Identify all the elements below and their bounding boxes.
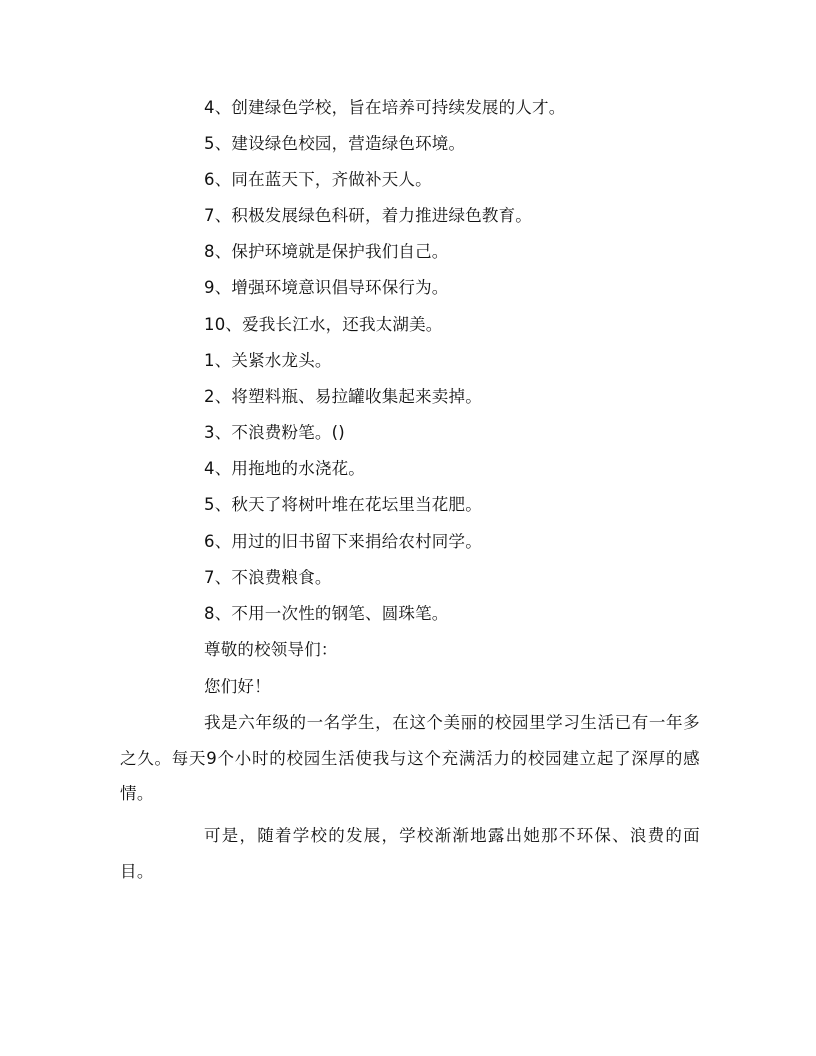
text-line: 3、不浪费粉笔。() xyxy=(204,423,345,442)
text-line: 4、用拖地的水浇花。 xyxy=(204,459,365,478)
text-line: 7、不浪费粮食。 xyxy=(204,568,332,587)
text-line: 10、爱我长江水，还我太湖美。 xyxy=(204,315,443,334)
text-line: 5、秋天了将树叶堆在花坛里当花肥。 xyxy=(204,495,482,514)
body-paragraph: 可是，随着学校的发展，学校渐渐地露出她那不环保、浪费的面目。 xyxy=(120,826,700,881)
body-paragraph: 我是六年级的一名学生，在这个美丽的校园里学习生活已有一年多之久。每天9个小时的校园生活使我与这个充满活力的校园建立起了深厚的感情。 xyxy=(120,713,700,803)
text-line: 4、创建绿色学校，旨在培养可持续发展的人才。 xyxy=(204,98,566,117)
text-line: 5、建设绿色校园，营造绿色环境。 xyxy=(204,134,466,153)
text-line: 2、将塑料瓶、易拉罐收集起来卖掉。 xyxy=(204,387,482,406)
text-line: 6、用过的旧书留下来捐给农村同学。 xyxy=(204,532,482,551)
salutation-line: 尊敬的校领导们： xyxy=(204,640,338,659)
text-line: 9、增强环境意识倡导环保行为。 xyxy=(204,278,449,297)
text-line: 8、不用一次性的钢笔、圆珠笔。 xyxy=(204,604,449,623)
text-line: 1、关紧水龙头。 xyxy=(204,351,332,370)
greeting-line: 您们好！ xyxy=(204,677,271,696)
text-line: 7、积极发展绿色科研，着力推进绿色教育。 xyxy=(204,206,532,225)
text-line: 8、保护环境就是保护我们自己。 xyxy=(204,242,449,261)
text-line: 6、同在蓝天下，齐做补天人。 xyxy=(204,170,432,189)
